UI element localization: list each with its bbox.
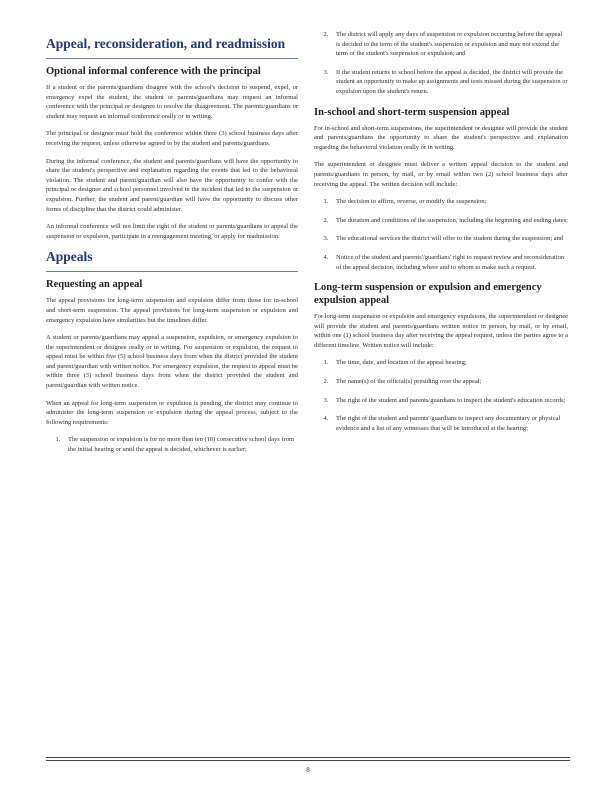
subsection-title-long-term-appeal: Long-term suspension or expulsion and emergency expulsion appeal xyxy=(314,282,542,307)
list-item: 2. The name(s) of the official(s) presiding over the appeal; xyxy=(330,377,568,387)
paragraph: During the informal conference, the student and parents/guardians will have the opportunity to share the student's perspective and explanation regarding the events that led to the behavioral violation. The student and parent/guardian will also have the opportunity to confer with the principal or designee and school personnel involved in the incident that led to the suspension or expulsion. Further, the student and parent/guardian will have the opportunity to discuss other forms of discipline that the district could administer. xyxy=(46,157,298,213)
section-rule xyxy=(46,271,298,272)
paragraph: If a student or the parents/guardians disagree with the school's decision to suspend, expel, or emergency expel the student, the student or parents/guardians may request an informal conference with the principal or designee to resolve the disagreement. The parents/guardians or student may request an informal conference orally or in writing. xyxy=(46,84,298,120)
list-item: 2. The duration and conditions of the suspension, including the beginning and ending dates; xyxy=(330,216,568,226)
list-item: 2. The district will apply any days of suspension or expulsion occurring before the appeal is decided to the term of the student's suspension or expulsion and may not extend the term of the student's suspension or expulsion; and xyxy=(330,30,568,59)
subsection-title-informal-conference: Optional informal conference with the principal xyxy=(46,66,261,77)
paragraph: The appeal provisions for long-term suspension and expulsion differ from those for in-school and short-term suspension. The appeal provisions for long-term suspension or expulsion and emergency expulsion have similarities but the timelines differ. xyxy=(46,297,298,324)
list-item: 4. Notice of the student and parents'/guardians' right to request review and reconsideration of the appeal decision, including where and to whom to make such a request. xyxy=(330,253,568,272)
written-notice-list xyxy=(314,358,568,433)
paragraph: The superintendent or designee must deliver a written appeal decision to the student and parents/guardians in person, by mail, or by email within two (2) school business days after receiving the appeal. The written decision will include: xyxy=(314,161,568,188)
section-rule xyxy=(46,58,298,59)
right-column xyxy=(314,30,568,442)
footer-rule-bottom xyxy=(46,760,570,761)
paragraph: When an appeal for long-term suspension or expulsion is pending, the district may continue to administer the long-term suspension or expulsion during the appeal process, subject to the following requirements: xyxy=(46,399,298,426)
list-item: 4. The right of the student and parents'/guardians to inspect any documentary or physical evidence and a list of any witnesses that will be introduced at the hearing; xyxy=(330,414,568,433)
paragraph: A student or parents/guardians may appeal a suspension, expulsion, or emergency expulsion to the superintendent or designee orally or in writing. For suspension or expulsion, the request to appeal must be within five (5) school business days from when the district provided the student and parent/guardian with written notice. For emergency expulsion, the request to appeal must be within three (3) school business days from when the district provided the student and parent/guardian with written notice. xyxy=(46,334,298,390)
section-title-appeal: Appeal, reconsideration, and readmission xyxy=(46,36,286,51)
paragraph: For long-term suspension or expulsion and emergency expulsions, the superintendent or designee will provide the student and parents/guardians written notice in person, by mail, or by email, within one (1) school business day after receiving the appeal request, unless the parties agree to a different timeline. Written notice will include: xyxy=(314,313,568,349)
section-title-appeals: Appeals xyxy=(46,249,93,265)
list-item: 3. If the student returns to school before the appeal is decided, the district will provide the student an opportunity to make up assignments and tests missed during the suspension or expulsion upon the student's return. xyxy=(330,68,568,97)
subsection-title-short-term-appeal: In-school and short-term suspension appeal xyxy=(314,106,510,118)
written-decision-list xyxy=(314,197,568,272)
paragraph: An informal conference will not limit the right of the student or parents/guardians to appeal the suspension or expulsion, participate in a reengagement meeting, or apply for readmission. xyxy=(46,223,298,240)
paragraph: The principal or designee must hold the conference within three (3) school business days after receiving the request, unless otherwise agreed to by the student and parents/guardians. xyxy=(46,130,298,147)
list-item: 1. The decision to affirm, reverse, or modify the suspension; xyxy=(330,197,568,207)
list-item: 1. The suspension or expulsion is for no more than ten (10) consecutive school days from the initial hearing or until the appeal is decided, whichever is earlier; xyxy=(62,435,298,454)
requirements-list-continued xyxy=(314,30,568,97)
left-column xyxy=(46,30,298,464)
list-item: 3. The educational services the district will offer to the student during the suspension; and xyxy=(330,234,568,244)
page-number: 8 xyxy=(306,766,310,774)
footer-rule-top xyxy=(46,757,570,758)
paragraph: For in-school and short-term suspensions, the superintendent or designee will provide the student and parents/guardians the opportunity to share the student's perspective and explanation regarding the behavioral violation orally or in writing. xyxy=(314,124,568,151)
subsection-title-requesting-appeal: Requesting an appeal xyxy=(46,279,143,291)
list-item: 1. The time, date, and location of the appeal hearing; xyxy=(330,358,568,368)
requirements-list xyxy=(46,435,298,454)
list-item: 3. The right of the student and parents/guardians to inspect the student's education records; xyxy=(330,396,568,406)
